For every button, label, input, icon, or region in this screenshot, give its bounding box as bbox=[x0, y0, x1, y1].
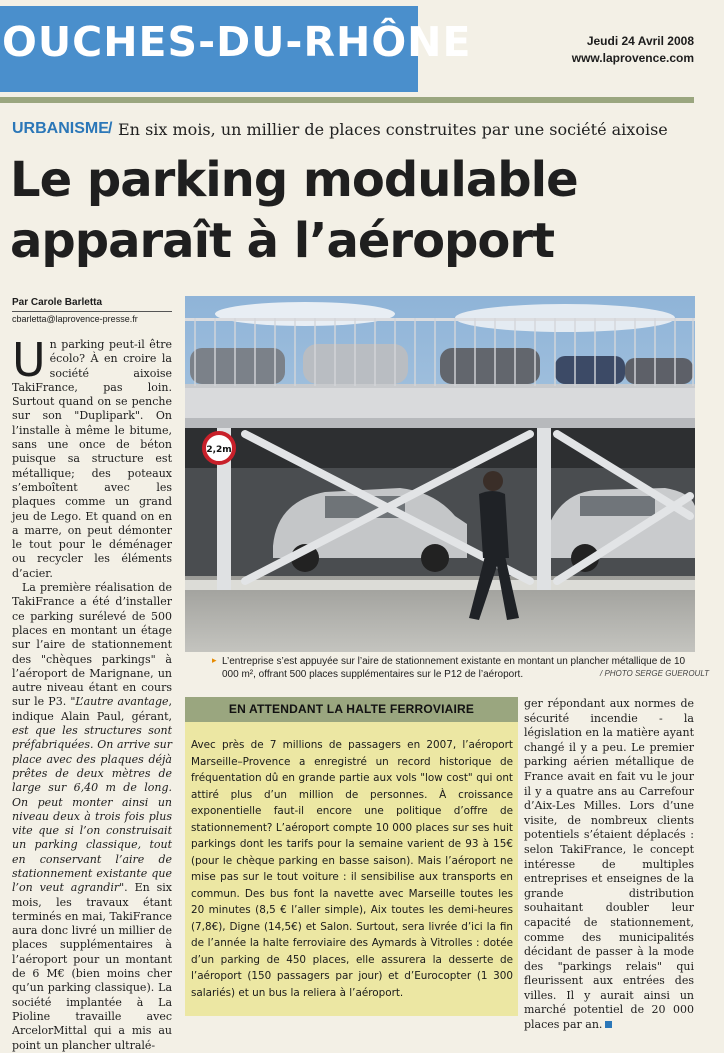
paragraph-2-text-b: , indique Alain Paul, gérant, bbox=[12, 695, 173, 723]
subheadline: En six mois, un millier de places construites par une société aixoise bbox=[118, 120, 668, 139]
drop-cap: U bbox=[12, 333, 46, 387]
kicker: URBANISME bbox=[12, 120, 109, 137]
sidebar-title: EN ATTENDANT LA HALTE FERROVIAIRE bbox=[228, 702, 475, 716]
website-link[interactable]: www.laprovence.com bbox=[571, 51, 694, 65]
article-column-3 bbox=[524, 697, 694, 1033]
paragraph-1 bbox=[12, 333, 172, 581]
paragraph-1-text: n parking peut-il être écolo? À en croire la société aixoise TakiFrance, pas loin. Surtout quand on se penche sur son "Duplipark". On l’installe à même le bitume, sans une once de béton puisque sa structure est métallique; des poteaux s’emboîtent avec les plaques comme un grand jeu de Lego. Et quand on en a marre, on peut démonter le tout pour le déménager ou recycler les éléments d’acier. bbox=[12, 338, 172, 580]
headline-line-1: Le parking modulable bbox=[10, 152, 578, 208]
section-title: OUCHES-DU-RHÔNE bbox=[2, 18, 472, 66]
height-limit-sign: 2,2m bbox=[206, 445, 232, 455]
issue-date: Jeudi 24 Avril 2008 bbox=[586, 34, 694, 48]
photo-credit: / PHOTO SERGE GUEROULT bbox=[600, 669, 710, 678]
paragraph-3-text: ger répondant aux normes de sécurité incendie - la législation en la matière ayant changé il y a peu. Le premier parking aérien métallique de France avait en fait vu le jour il y a quatre ans au Carrefour d’Aix-Les Milles. Lors d’une visite, de nombreux clients potentiels s’étaient déplacés : selon TakiFrance, le concept intéresse de multiples entreprises et enseignes de la grande distribution souhaitant doubler leur capacité de stationnement, comme des municipalités décidant de passer à la mode des "parkings relais" qui fleurissent aux entrées des villes. Il y aurait ainsi un marché potentiel de 20 000 places par an. bbox=[524, 697, 694, 1032]
parking-photo bbox=[185, 296, 695, 652]
header-rule bbox=[0, 97, 694, 103]
sidebar-text: Avec près de 7 millions de passagers en 2007, l’aéroport Marseille–Provence a enregistré un record historique de fréquentation dû en grande partie aux vols "low cost" qui ont attiré plus d’un million de personnes. À croissance exponentielle faut-il encore une politique d’offre de stationnement? L’aéroport compte 10 000 places sur ses huit parkings dont les tarifs pour la semaine varient de 93 à 15€ (pour le chèque parking en basse saison). Mais l’aéroport ne mise pas sur le tout voiture : il sensibilise aux transports en commun. Des bus font la navette avec Marseille toutes les 20 minutes (8,5 € l’aller simple), Aix toutes les demi-heures (7,8€), Digne (14,5€) et Salon. Surtout, sera livrée d’ici la fin de l’année la halte ferroviaire des Aymards à Vitrolles : dotée d’un parking de 450 places, elle assurera la desserte de l’aéroport (150 passagers par jour) et d’Eurocopter (1 300 salariés) et un bus la reliera à l’aéroport. bbox=[191, 739, 513, 999]
headline-line-2: apparaît à l’aéroport bbox=[10, 213, 555, 269]
quote-2: est que les structures sont préfabriquées. On arrive sur place avec des plaques déjà prêtes de deux mètres de large sur 6,40 m de long. On peut monter ainsi un niveau deux à trois fois plus vite que si l’on construisait un parking classique, tout en conservant l’aire de stationnement existante que l’on veut agrandir bbox=[12, 724, 172, 895]
quote-1: L’autre avantage bbox=[75, 695, 169, 709]
byline: Par Carole Barletta bbox=[12, 297, 103, 308]
byline-divider bbox=[12, 311, 172, 312]
end-mark-icon bbox=[605, 1021, 612, 1028]
paragraph-2 bbox=[12, 581, 172, 1053]
article-column-1 bbox=[12, 333, 173, 1053]
caption-arrow-icon: ▸ bbox=[212, 656, 217, 666]
paragraph-2-text-c: ". En six mois, les travaux étant terminés en mai, TakiFrance aura donc livré un millier de places supplémentaires à l’aéroport pour un montant de 6 M€ (bien moins cher qu’un parking classique). La société implantée à La Pioline travaille avec ArcelorMittal qui a mis au point un plancher ultralé- bbox=[12, 881, 173, 1052]
author-email[interactable]: cbarletta@laprovence-presse.fr bbox=[12, 314, 138, 324]
photo-caption: L’entreprise s’est appuyée sur l’aire de stationnement existante en montant un plancher métallique de 10 000 m², offrant 500 places supplémentaires sur le P12 de l’aéroport. bbox=[222, 656, 686, 680]
kicker-separator: / bbox=[108, 120, 113, 137]
paragraph-2-text-a: La première réalisation de TakiFrance a été d’installer ce parking surélevé de 500 places en montant un étage sur l’aire de stationnement des "chèques parkings" à l’aéroport de Marignane, un autre niveau étant en cours sur le P3. " bbox=[12, 581, 172, 709]
